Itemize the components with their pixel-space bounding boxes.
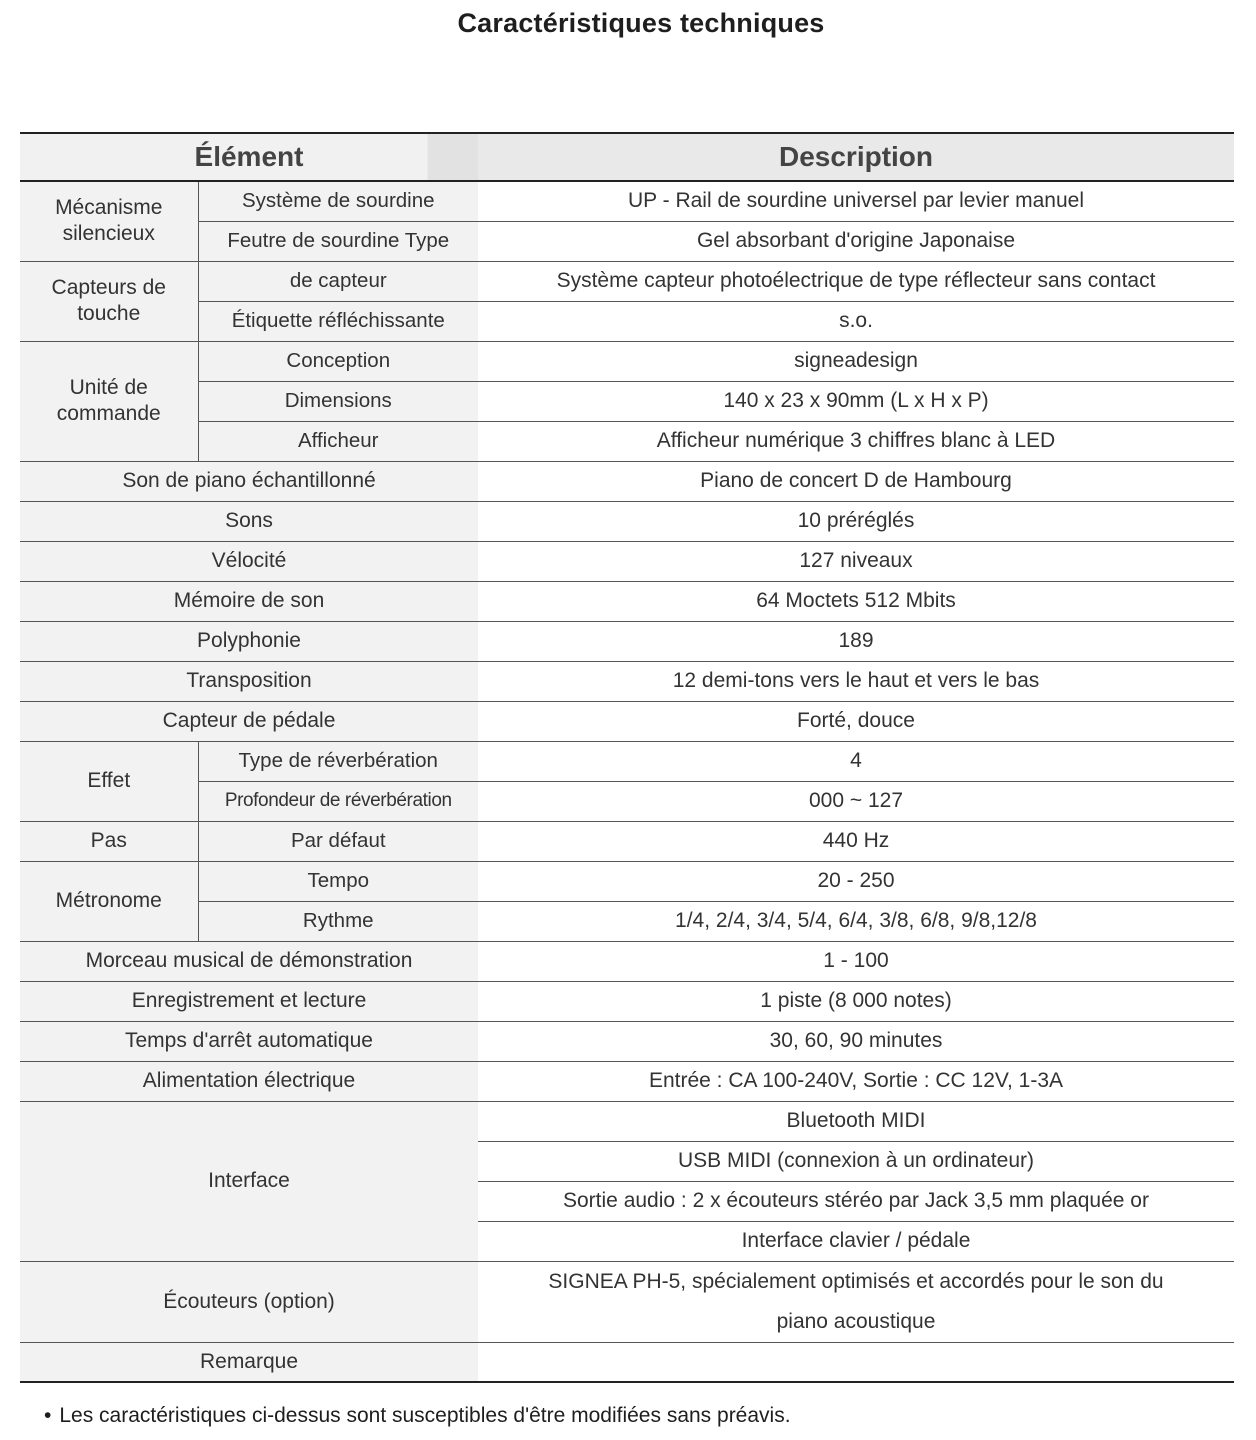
category-unite-de-commande: Unité de commande — [20, 341, 198, 461]
table-row — [20, 661, 1234, 701]
sub-label: Tempo — [198, 861, 478, 901]
description-cell-ecouteurs — [478, 1261, 1234, 1342]
table-header-row — [20, 133, 1234, 181]
sub-label: de capteur — [198, 261, 478, 301]
sub-label: Profondeur de réverbération — [198, 781, 478, 821]
table-row — [20, 941, 1234, 981]
sub-label: Feutre de sourdine Type — [198, 221, 478, 261]
row-label: Morceau musical de démonstration — [20, 941, 478, 981]
description-cell: signeadesign — [478, 341, 1234, 381]
description-cell: 4 — [478, 741, 1234, 781]
table-row — [20, 301, 1234, 341]
description-cell: Sortie audio : 2 x écouteurs stéréo par Jack 3,5 mm plaquée or — [478, 1181, 1234, 1221]
category-interface: Interface — [20, 1101, 478, 1261]
category-mecanisme-silencieux: Mécanisme silencieux — [20, 181, 198, 261]
sub-label: Étiquette réfléchissante — [198, 301, 478, 341]
description-cell: 12 demi-tons vers le haut et vers le bas — [478, 661, 1234, 701]
description-cell: 000 ~ 127 — [478, 781, 1234, 821]
table-row — [20, 221, 1234, 261]
row-label: Mémoire de son — [20, 581, 478, 621]
table-row — [20, 1101, 1234, 1141]
description-cell: 64 Moctets 512 Mbits — [478, 581, 1234, 621]
footnote-text: Les caractéristiques ci-dessus sont susceptibles d'être modifiées sans préavis. — [59, 1404, 791, 1427]
description-cell: Bluetooth MIDI — [478, 1101, 1234, 1141]
ecouteurs-desc-line2: piano acoustique — [776, 1309, 936, 1333]
specifications-table — [20, 132, 1234, 1383]
footnote — [44, 1404, 791, 1428]
category-effet: Effet — [20, 741, 198, 821]
row-label: Polyphonie — [20, 621, 478, 661]
table-row — [20, 701, 1234, 741]
description-cell: UP - Rail de sourdine universel par levier manuel — [478, 181, 1234, 221]
table-row — [20, 821, 1234, 861]
description-cell: 140 x 23 x 90mm (L x H x P) — [478, 381, 1234, 421]
sub-label: Par défaut — [198, 821, 478, 861]
ecouteurs-desc-line1: SIGNEA PH-5, spécialement optimisés et accordés pour le son du — [548, 1269, 1164, 1293]
category-metronome: Métronome — [20, 861, 198, 941]
sub-label: Rythme — [198, 901, 478, 941]
description-cell: Afficheur numérique 3 chiffres blanc à LED — [478, 421, 1234, 461]
row-label-ecouteurs: Écouteurs (option) — [20, 1261, 478, 1342]
table-row — [20, 1342, 1234, 1382]
category-capteurs-de-touche: Capteurs de touche — [20, 261, 198, 341]
table-row — [20, 1261, 1234, 1342]
description-cell: 30, 60, 90 minutes — [478, 1021, 1234, 1061]
description-cell: 10 préréglés — [478, 501, 1234, 541]
row-label: Capteur de pédale — [20, 701, 478, 741]
table-row — [20, 261, 1234, 301]
row-label: Alimentation électrique — [20, 1061, 478, 1101]
table-row — [20, 581, 1234, 621]
description-cell: Interface clavier / pédale — [478, 1221, 1234, 1261]
table-row — [20, 981, 1234, 1021]
description-cell: 20 - 250 — [478, 861, 1234, 901]
sub-label: Système de sourdine — [198, 181, 478, 221]
page-title: Caractéristiques techniques — [457, 8, 825, 38]
table-row — [20, 181, 1234, 221]
table-row — [20, 421, 1234, 461]
description-cell: USB MIDI (connexion à un ordinateur) — [478, 1141, 1234, 1181]
description-cell: Entrée : CA 100-240V, Sortie : CC 12V, 1-3A — [478, 1061, 1234, 1101]
table-row — [20, 541, 1234, 581]
description-cell: 1/4, 2/4, 3/4, 5/4, 6/4, 3/8, 6/8, 9/8,12/8 — [478, 901, 1234, 941]
sub-label: Conception — [198, 341, 478, 381]
row-label: Son de piano échantillonné — [20, 461, 478, 501]
table-row — [20, 381, 1234, 421]
description-cell: 189 — [478, 621, 1234, 661]
table-row — [20, 781, 1234, 821]
description-cell: Système capteur photoélectrique de type réflecteur sans contact — [478, 261, 1234, 301]
table-row — [20, 501, 1234, 541]
description-cell: 1 - 100 — [478, 941, 1234, 981]
sub-label: Dimensions — [198, 381, 478, 421]
table-row — [20, 341, 1234, 381]
table-row — [20, 861, 1234, 901]
sub-label: Afficheur — [198, 421, 478, 461]
row-label: Transposition — [20, 661, 478, 701]
row-label: Vélocité — [20, 541, 478, 581]
table-row — [20, 1061, 1234, 1101]
description-cell: 440 Hz — [478, 821, 1234, 861]
row-label: Enregistrement et lecture — [20, 981, 478, 1021]
row-label: Sons — [20, 501, 478, 541]
description-cell: 127 niveaux — [478, 541, 1234, 581]
description-cell-remarque — [478, 1342, 1234, 1382]
description-cell: Gel absorbant d'origine Japonaise — [478, 221, 1234, 261]
table-row — [20, 621, 1234, 661]
header-element: Élément — [20, 133, 478, 181]
description-cell: 1 piste (8 000 notes) — [478, 981, 1234, 1021]
row-label-remarque: Remarque — [20, 1342, 478, 1382]
description-cell: Forté, douce — [478, 701, 1234, 741]
table-row — [20, 461, 1234, 501]
category-pas: Pas — [20, 821, 198, 861]
sub-label: Type de réverbération — [198, 741, 478, 781]
description-cell: Piano de concert D de Hambourg — [478, 461, 1234, 501]
header-description: Description — [478, 133, 1234, 181]
table-row — [20, 741, 1234, 781]
table-row — [20, 1021, 1234, 1061]
table-row — [20, 901, 1234, 941]
bullet-icon: • — [44, 1404, 52, 1427]
row-label: Temps d'arrêt automatique — [20, 1021, 478, 1061]
description-cell: s.o. — [478, 301, 1234, 341]
